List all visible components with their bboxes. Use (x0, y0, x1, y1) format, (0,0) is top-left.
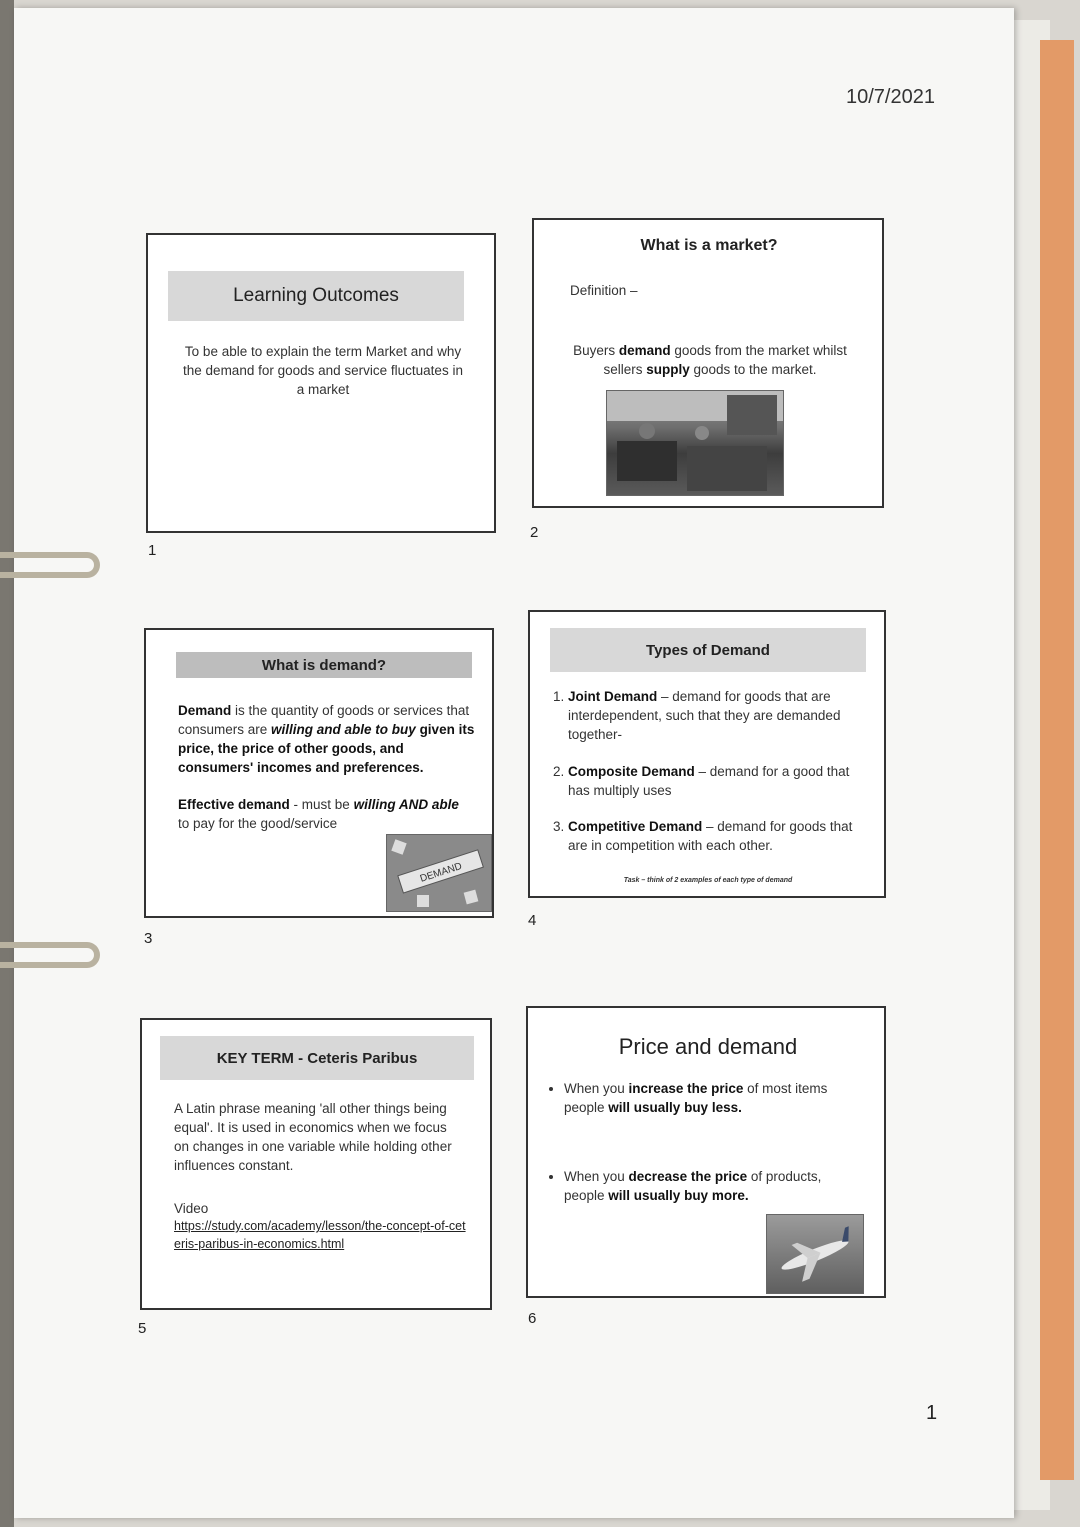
demand-tiles-photo (386, 834, 492, 912)
slide-2 (532, 218, 884, 508)
effective-demand: Effective demand - must be willing AND able to pay for the good/service (178, 797, 459, 831)
slide-title: What is a market? (640, 237, 778, 254)
divider-tab (1040, 40, 1074, 1480)
slide-title: What is demand? (176, 652, 472, 678)
slide-number: 1 (148, 542, 157, 559)
slide-6 (526, 1006, 886, 1298)
letter-tiles-icon (387, 835, 491, 911)
slide-body: To be able to explain the term Market and why the demand for goods and service fluctuates in a market (183, 344, 463, 397)
market-stalls-icon (607, 391, 783, 495)
slide-1 (146, 233, 496, 533)
slide-body: Buyers demand goods from the market whilst sellers supply goods to the market. (573, 343, 847, 377)
list-item: 3. Competitive Demand – demand for goods that are in competition with each other. (568, 818, 872, 856)
page-number: 1 (926, 1402, 938, 1424)
svg-text:DEMAND: DEMAND (418, 860, 464, 885)
slide-title: Types of Demand (550, 628, 866, 672)
list-item: • When you decrease the price of products, people will usually buy more. (564, 1168, 858, 1206)
list-item: 1. Joint Demand – demand for goods that are interdependent, such that they are demanded together- (568, 688, 872, 745)
demand-definition: Demand is the quantity of goods or services that consumers are willing and able to buy given its price, the price of other goods, and consumers' incomes and preferences. (178, 703, 475, 775)
slide-number: 6 (528, 1310, 537, 1327)
handout-page (14, 8, 1014, 1518)
slide-title: Price and demand (618, 1034, 798, 1059)
video-label: Video (174, 1201, 209, 1216)
slide-number: 3 (144, 930, 153, 947)
airplane-photo (766, 1214, 864, 1294)
binder-edge (0, 0, 14, 1527)
slide-title: Learning Outcomes (168, 271, 464, 321)
video-link[interactable]: https://study.com/academy/lesson/the-concept-of-ceteris-paribus-in-economics.html (174, 1219, 466, 1251)
definition-label: Definition – (570, 283, 638, 298)
demand-types-list (546, 688, 872, 874)
ceteris-paribus-definition: A Latin phrase meaning 'all other things being equal'. It is used in economics when we focus on changes in one variable while holding other influences constant. (174, 1101, 452, 1173)
binder-ring-top (0, 552, 100, 578)
task-note: Task – think of 2 examples of each type of demand (623, 877, 793, 884)
slide-4 (528, 610, 886, 898)
date: 10/7/2021 (846, 86, 935, 108)
slide-3 (144, 628, 494, 918)
list-item: • When you increase the price of most items people will usually buy less. (564, 1080, 858, 1118)
slide-title: KEY TERM - Ceteris Paribus (160, 1036, 474, 1080)
slide-number: 5 (138, 1320, 147, 1337)
slide-number: 2 (530, 524, 539, 541)
market-photo (606, 390, 784, 496)
slide-5 (140, 1018, 492, 1310)
airplane-icon (767, 1215, 863, 1293)
list-item: 2. Composite Demand – demand for a good that has multiply uses (568, 763, 872, 801)
slide-number: 4 (528, 912, 537, 929)
binder-ring-bottom (0, 942, 100, 968)
